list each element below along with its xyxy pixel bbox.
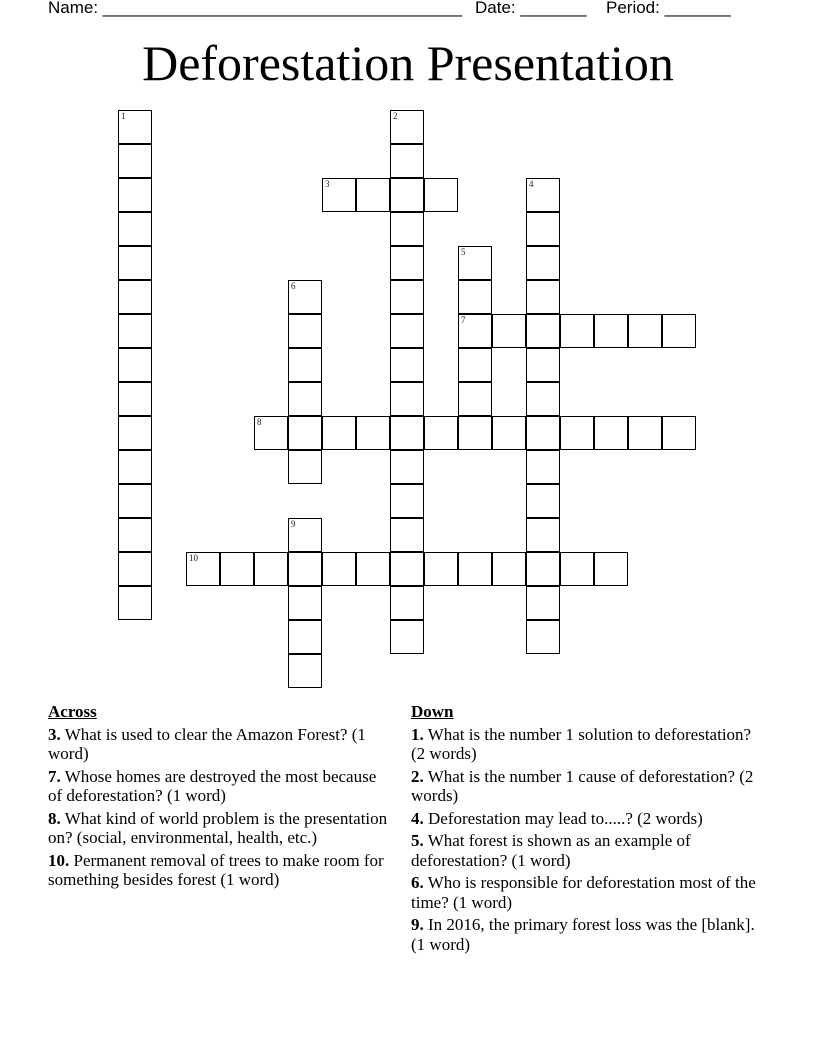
grid-cell[interactable] xyxy=(526,518,560,552)
clue-text: What is the number 1 cause of deforestation? (2 words) xyxy=(411,766,754,805)
clue-down-2 xyxy=(411,767,756,806)
grid-cell[interactable] xyxy=(458,348,492,382)
clue-down-6 xyxy=(411,873,756,912)
clue-down-5 xyxy=(411,831,756,870)
grid-cell[interactable] xyxy=(288,552,322,586)
clue-across-7 xyxy=(48,767,388,806)
grid-cell[interactable] xyxy=(118,178,152,212)
clue-text: What forest is shown as an example of deforestation? (1 word) xyxy=(411,831,691,870)
grid-cell[interactable] xyxy=(526,450,560,484)
across-clues xyxy=(48,702,388,893)
grid-cell[interactable] xyxy=(288,382,322,416)
grid-cell[interactable] xyxy=(356,416,390,450)
clue-number: 1. xyxy=(411,724,424,744)
grid-cell[interactable] xyxy=(526,484,560,518)
grid-cell[interactable] xyxy=(526,620,560,654)
grid-cell[interactable] xyxy=(390,450,424,484)
grid-cell[interactable] xyxy=(458,280,492,314)
grid-cell[interactable] xyxy=(526,416,560,450)
clue-text: Deforestation may lead to.....? (2 words) xyxy=(423,808,703,828)
grid-cell[interactable] xyxy=(390,416,424,450)
grid-cell[interactable] xyxy=(526,586,560,620)
clue-number: 5. xyxy=(411,831,424,850)
grid-cell[interactable] xyxy=(594,552,628,586)
grid-cell[interactable] xyxy=(322,552,356,586)
grid-cell[interactable] xyxy=(118,246,152,280)
grid-cell[interactable] xyxy=(254,552,288,586)
clue-number-label: 1 xyxy=(121,111,126,121)
grid-cell[interactable] xyxy=(458,314,492,348)
page-title: Deforestation Presentation xyxy=(142,35,674,91)
grid-cell[interactable] xyxy=(526,314,560,348)
down-heading: Down xyxy=(411,702,454,721)
clue-text: What is used to clear the Amazon Forest? (1 word) xyxy=(48,724,366,763)
grid-cell[interactable] xyxy=(526,178,560,212)
clue-number: 7. xyxy=(48,766,61,786)
grid-cell[interactable] xyxy=(186,552,220,586)
clue-text: What is the number 1 solution to deforestation? (2 words) xyxy=(411,724,752,763)
grid-cell[interactable] xyxy=(288,348,322,382)
grid-cell[interactable] xyxy=(390,178,424,212)
grid-cell[interactable] xyxy=(526,246,560,280)
clue-number: 9. xyxy=(411,915,424,934)
grid-cell[interactable] xyxy=(526,382,560,416)
grid-cell[interactable] xyxy=(492,314,526,348)
grid-cell[interactable] xyxy=(424,416,458,450)
grid-cell[interactable] xyxy=(390,586,424,620)
grid-cell[interactable] xyxy=(424,552,458,586)
grid-cell[interactable] xyxy=(662,416,696,450)
grid-cell[interactable] xyxy=(356,178,390,212)
grid-cell[interactable] xyxy=(526,552,560,586)
grid-cell[interactable] xyxy=(118,586,152,620)
grid-cell[interactable] xyxy=(118,484,152,518)
name-field[interactable]: Name: ______________________________________ xyxy=(48,0,463,17)
grid-cell[interactable] xyxy=(118,212,152,246)
clue-number-label: 10 xyxy=(189,553,198,563)
grid-cell[interactable] xyxy=(390,212,424,246)
clue-text: What kind of world problem is the presentation on? (social, environmental, health, etc.) xyxy=(48,808,388,847)
clue-number-label: 7 xyxy=(461,315,466,325)
grid-cell[interactable] xyxy=(390,382,424,416)
grid-cell[interactable] xyxy=(118,348,152,382)
grid-cell[interactable] xyxy=(560,552,594,586)
grid-cell[interactable] xyxy=(322,416,356,450)
grid-cell[interactable] xyxy=(288,416,322,450)
clue-number: 8. xyxy=(48,808,61,828)
grid-cell[interactable] xyxy=(390,348,424,382)
grid-cell[interactable] xyxy=(322,178,356,212)
clue-across-3 xyxy=(48,725,388,764)
grid-cell[interactable] xyxy=(662,314,696,348)
clue-text: In 2016, the primary forest loss was the [blank]. (1 word) xyxy=(411,915,755,954)
date-field[interactable]: Date: _______ xyxy=(475,0,587,17)
clue-number-label: 3 xyxy=(325,179,330,189)
grid-cell[interactable] xyxy=(390,314,424,348)
clue-number-label: 8 xyxy=(257,417,262,427)
clue-text: Whose homes are destroyed the most because of deforestation? (1 word) xyxy=(48,766,377,805)
grid-cell[interactable] xyxy=(390,620,424,654)
clue-number-label: 2 xyxy=(393,111,398,121)
grid-cell[interactable] xyxy=(594,416,628,450)
grid-cell[interactable] xyxy=(288,654,322,688)
grid-cell[interactable] xyxy=(118,144,152,178)
period-field[interactable]: Period: _______ xyxy=(606,0,731,17)
grid-cell[interactable] xyxy=(424,178,458,212)
grid-cell[interactable] xyxy=(628,314,662,348)
grid-cell[interactable] xyxy=(118,450,152,484)
clue-number-label: 9 xyxy=(291,519,296,529)
grid-cell[interactable] xyxy=(288,518,322,552)
grid-cell[interactable] xyxy=(526,348,560,382)
grid-cell[interactable] xyxy=(288,620,322,654)
clue-number-label: 4 xyxy=(529,179,534,189)
clue-number: 3. xyxy=(48,724,61,744)
clue-number: 6. xyxy=(411,873,424,892)
grid-cell[interactable] xyxy=(526,212,560,246)
grid-cell[interactable] xyxy=(356,552,390,586)
grid-cell[interactable] xyxy=(560,416,594,450)
clue-down-1 xyxy=(411,725,756,764)
clue-number: 4. xyxy=(411,808,424,828)
across-heading: Across xyxy=(48,702,97,721)
clue-number-label: 6 xyxy=(291,281,296,291)
grid-cell[interactable] xyxy=(288,314,322,348)
clue-down-9 xyxy=(411,915,756,954)
grid-cell[interactable] xyxy=(220,552,254,586)
clue-number: 10. xyxy=(48,850,70,870)
clue-across-10 xyxy=(48,851,388,890)
grid-cell[interactable] xyxy=(492,552,526,586)
grid-cell[interactable] xyxy=(390,110,424,144)
grid-cell[interactable] xyxy=(628,416,662,450)
clue-down-4 xyxy=(411,809,756,829)
grid-cell[interactable] xyxy=(118,382,152,416)
grid-cell[interactable] xyxy=(288,450,322,484)
grid-cell[interactable] xyxy=(594,314,628,348)
grid-cell[interactable] xyxy=(390,484,424,518)
grid-cell[interactable] xyxy=(492,416,526,450)
grid-cell[interactable] xyxy=(458,416,492,450)
clue-number-label: 5 xyxy=(461,247,466,257)
grid-cell[interactable] xyxy=(254,416,288,450)
grid-cell[interactable] xyxy=(118,280,152,314)
grid-cell[interactable] xyxy=(390,518,424,552)
grid-cell[interactable] xyxy=(390,246,424,280)
grid-cell[interactable] xyxy=(390,144,424,178)
grid-cell[interactable] xyxy=(526,280,560,314)
grid-cell[interactable] xyxy=(390,280,424,314)
clue-text: Permanent removal of trees to make room for something besides forest (1 word) xyxy=(48,850,384,889)
down-clues xyxy=(411,702,756,957)
grid-cell[interactable] xyxy=(288,280,322,314)
clue-text: Who is responsible for deforestation most of the time? (1 word) xyxy=(411,873,756,912)
grid-cell[interactable] xyxy=(288,586,322,620)
grid-cell[interactable] xyxy=(458,382,492,416)
grid-cell[interactable] xyxy=(390,552,424,586)
grid-cell[interactable] xyxy=(458,552,492,586)
clue-across-8 xyxy=(48,809,388,848)
clue-number: 2. xyxy=(411,766,424,786)
grid-cell[interactable] xyxy=(458,246,492,280)
grid-cell[interactable] xyxy=(118,518,152,552)
grid-cell[interactable] xyxy=(118,552,152,586)
grid-cell[interactable] xyxy=(560,314,594,348)
grid-cell[interactable] xyxy=(118,110,152,144)
grid-cell[interactable] xyxy=(118,314,152,348)
grid-cell[interactable] xyxy=(118,416,152,450)
